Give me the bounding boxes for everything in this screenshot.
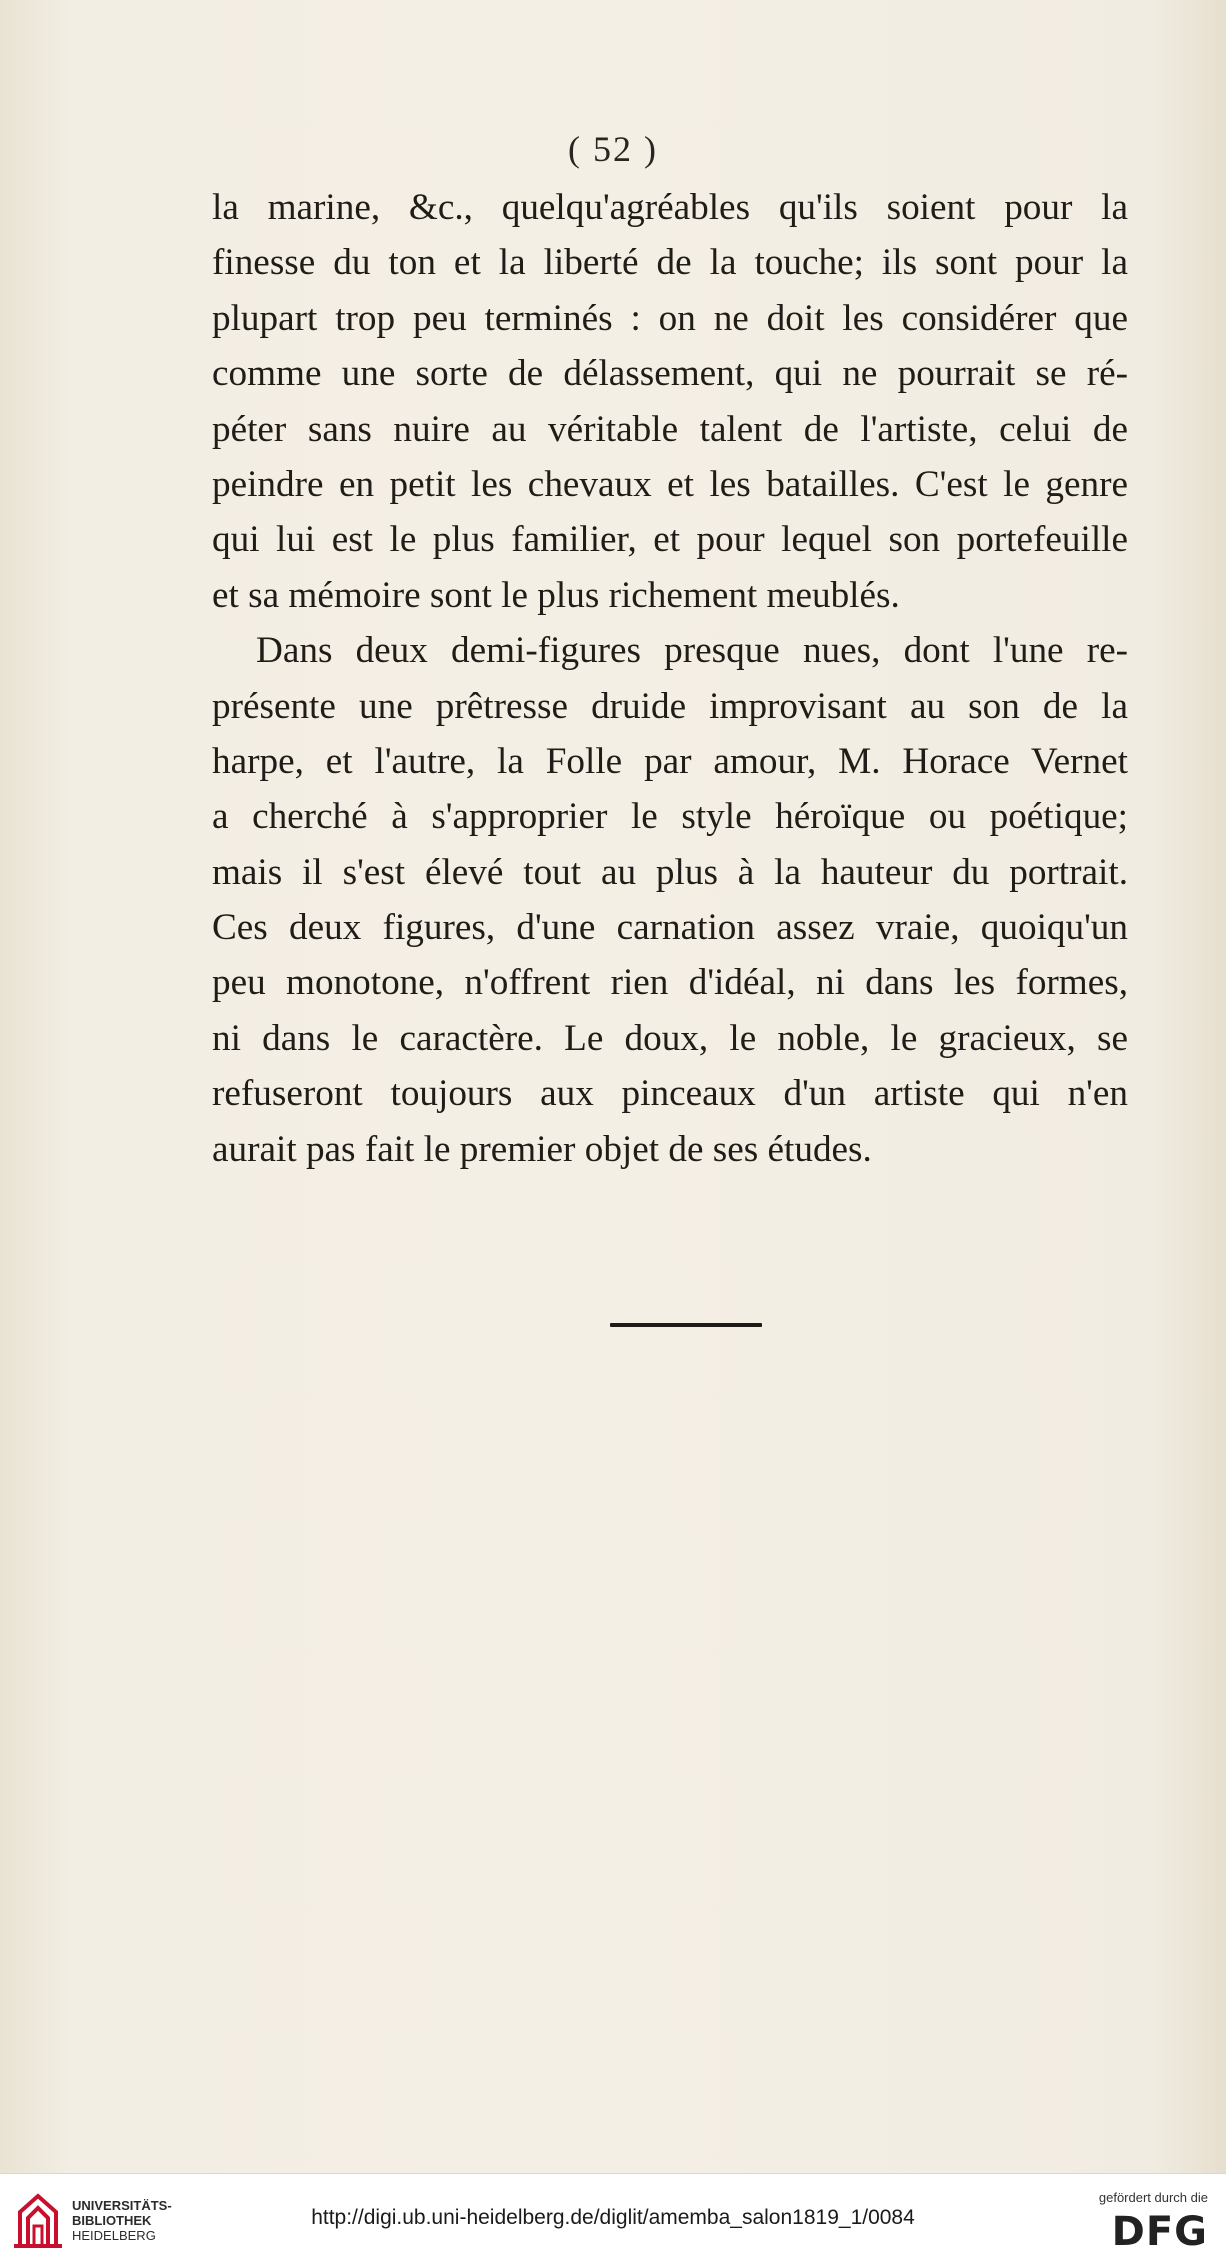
body-text: [212, 180, 1128, 1177]
text-line: a cherché à s'approprier le style héroïque ou poétique;: [212, 796, 1128, 838]
text-line: Ces deux figures, d'une carnation assez vraie, quoiqu'un: [212, 907, 1128, 949]
text-line: mais il s'est élevé tout au plus à la hauteur du portrait.: [212, 851, 1128, 893]
text-line: péter sans nuire au véritable talent de l'artiste, celui de: [212, 408, 1128, 450]
permalink-url[interactable]: http://digi.ub.uni-heidelberg.de/diglit/amemba_salon1819_1/0084: [311, 2206, 915, 2229]
text-line: peindre en petit les chevaux et les batailles. C'est le genre: [212, 463, 1128, 505]
text-line: Dans deux demi-figures presque nues, dont l'une re-: [256, 630, 1128, 672]
text-line: refuseront toujours aux pinceaux d'un artiste qui n'en: [212, 1073, 1128, 1115]
text-line: plupart trop peu terminés : on ne doit les considérer que: [212, 297, 1128, 339]
text-line: ni dans le caractère. Le doux, le noble, le gracieux, se: [212, 1017, 1128, 1059]
institution-line: BIBLIOTHEK: [72, 2213, 152, 2228]
text-line: aurait pas fait le premier objet de ses études.: [212, 1128, 872, 1170]
text-line: qui lui est le plus familier, et pour lequel son portefeuille: [212, 519, 1128, 561]
text-line: harpe, et l'autre, la Folle par amour, M. Horace Vernet: [212, 740, 1128, 782]
funded-by-label: gefördert durch die: [1098, 2190, 1208, 2205]
text-line: présente une prêtresse druide improvisant au son de la: [212, 685, 1128, 727]
text-line: comme une sorte de délassement, qui ne pourrait se ré-: [212, 353, 1128, 395]
text-line: peu monotone, n'offrent rien d'idéal, ni dans les formes,: [212, 962, 1128, 1004]
page-number: ( 52 ): [568, 129, 658, 169]
text-line: et sa mémoire sont le plus richement meublés.: [212, 574, 900, 616]
institution-line: UNIVERSITÄTS-: [72, 2198, 172, 2213]
institution-line: HEIDELBERG: [72, 2228, 156, 2243]
section-divider-rule: [610, 1323, 762, 1327]
dfg-logo[interactable]: DFG: [1111, 2209, 1208, 2255]
text-line: la marine, &c., quelqu'agréables qu'ils soient pour la: [212, 187, 1128, 228]
text-line: finesse du ton et la liberté de la touche; ils sont pour la: [212, 242, 1128, 284]
viewer-footer: [0, 2173, 1226, 2264]
